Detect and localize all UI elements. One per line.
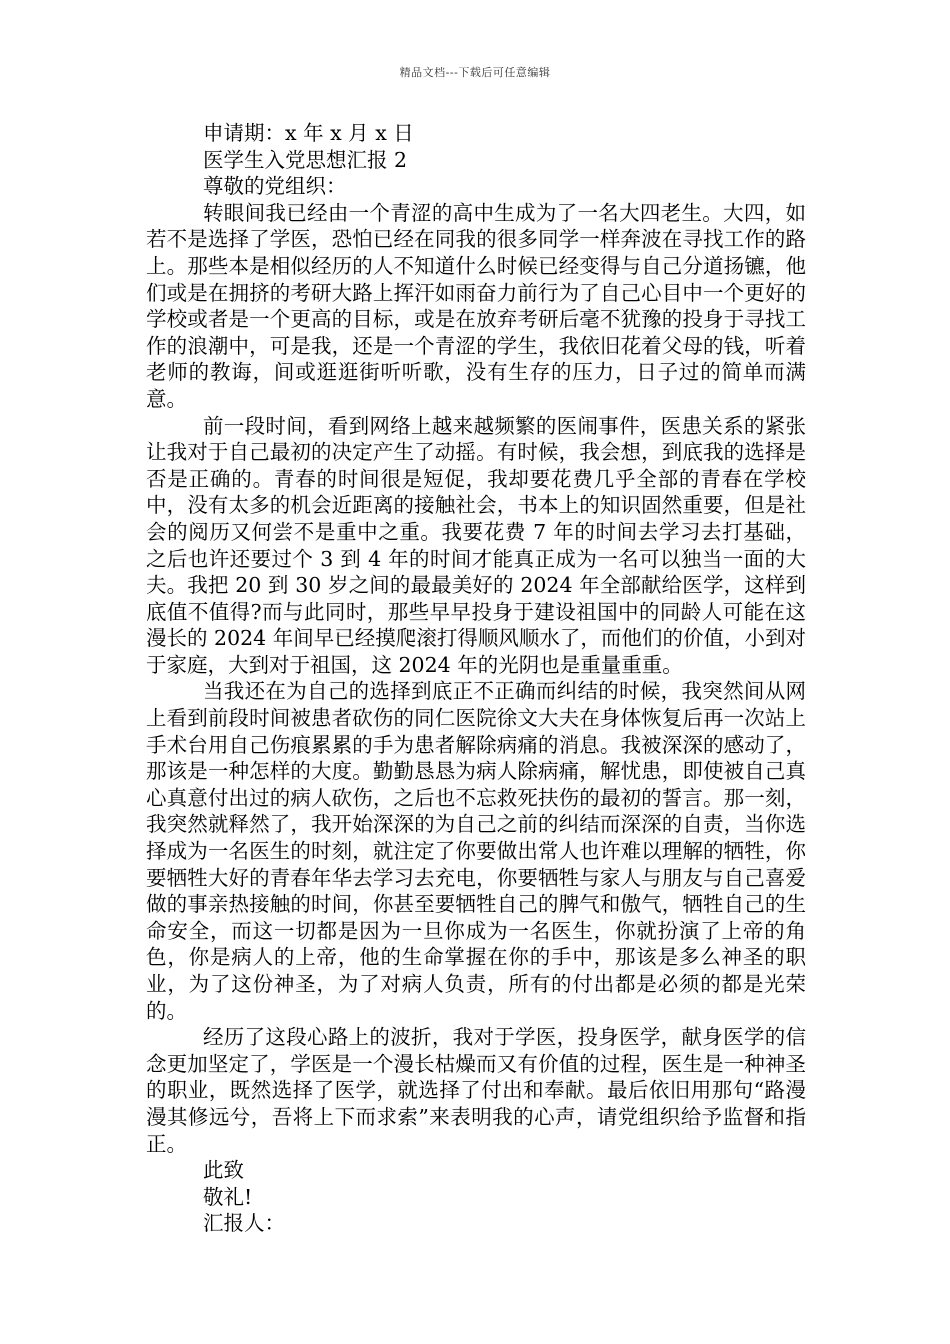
paragraph-1: 转眼间我已经由一个青涩的高中生成为了一名大四老生。大四，如若不是选择了学医，恐怕已经在同我的很多同学一样奔波在寻找工作的路上。那些本是相似经历的人不知道什么时候已经变得与自己分道扬镳，他们或是在拥挤的考研大路上挥汗如雨奋力前行为了自己心目中一个更好的学校或者是一个更高的目标，或是在放弃考研后毫不犹豫的投身于寻找工作的浪潮中，可是我，还是一个青涩的学生，我依旧花着父母的钱，听着老师的教诲，间或逛逛街听听歌，没有生存的压力，日子过的简单而满意。: [146, 200, 806, 411]
document-title: 医学生入党思想汇报 2: [203, 147, 408, 172]
paragraph-4: 经历了这段心路上的波折，我对于学医，投身医学，献身医学的信念更加坚定了，学医是一个漫长枯燥而又有价值的过程，医生是一种神圣的职业，既然选择了医学，就选择了付出和奉献。最后依旧用那句“路漫漫其修远兮，吾将上下而求索”来表明我的心声，请党组织给予监督和指正。: [146, 1025, 806, 1156]
closing-regards: 敬礼!: [203, 1184, 253, 1209]
closing-salute: 此致: [203, 1158, 244, 1183]
document-body: [146, 120, 806, 1237]
apply-date: 申请期：x 年 x 月 x 日: [203, 121, 414, 145]
paragraph-3: 当我还在为自己的选择到底正不正确而纠结的时候，我突然间从网上看到前段时间被患者砍伤的同仁医院徐文大夫在身体恢复后再一次站上手术台用自己伤痕累累的手为患者解除病痛的消息。我被深深的感动了，那该是一种怎样的大度。勤勤恳恳为病人除病痛，解忧患，即使被自己真心真意付出过的病人砍伤，之后也不忘救死扶伤的最初的誓言。那一刻，我突然就释然了，我开始深深的为自己之前的纠结而深深的自责，当你选择成为一名医生的时刻，就注定了你要做出常人也许难以理解的牺牲，你要牺牲大好的青春年华去学习去充电，你要牺牲与家人与朋友与自己喜爱做的事亲热接触的时间，你甚至要牺牲自己的脾气和傲气，牺牲自己的生命安全，而这一切都是因为一旦你成为一名医生，你就扮演了上帝的角色，你是病人的上帝，他的生命掌握在你的手中，那该是多么神圣的职业，为了这份神圣，为了对病人负责，所有的付出都是必须的都是光荣的。: [146, 679, 806, 1023]
signature-label: 汇报人：: [203, 1211, 285, 1236]
paragraph-2: 前一段时间，看到网络上越来越频繁的医闹事件，医患关系的紧张让我对于自己最初的决定产生了动摇。有时候，我会想，到底我的选择是否是正确的。青春的时间很是短促，我却要花费几乎全部的青春在学校中，没有太多的机会近距离的接触社会，书本上的知识固然重要，但是社会的阅历又何尝不是重中之重。我要花费 7 年的时间去学习去打基础，之后也许还要过个 3 到 4 年的时间才能真正成为一名可以独当一面的大夫。我把 20 到 30 岁之间的最最美好的 2024 年全部献给医学，这样到底值不值得?而与此同时，那些早早投身于建设祖国中的同龄人可能在这漫长的 2024 年间早已经摸爬滚打得顺风顺水了，而他们的价值，小到对于家庭，大到对于祖国，这 2024 年的光阴也是重量重重。: [146, 413, 806, 677]
page-header: 精品文档---下载后可任意编辑: [399, 66, 551, 79]
salutation: 尊敬的党组织：: [203, 174, 347, 199]
